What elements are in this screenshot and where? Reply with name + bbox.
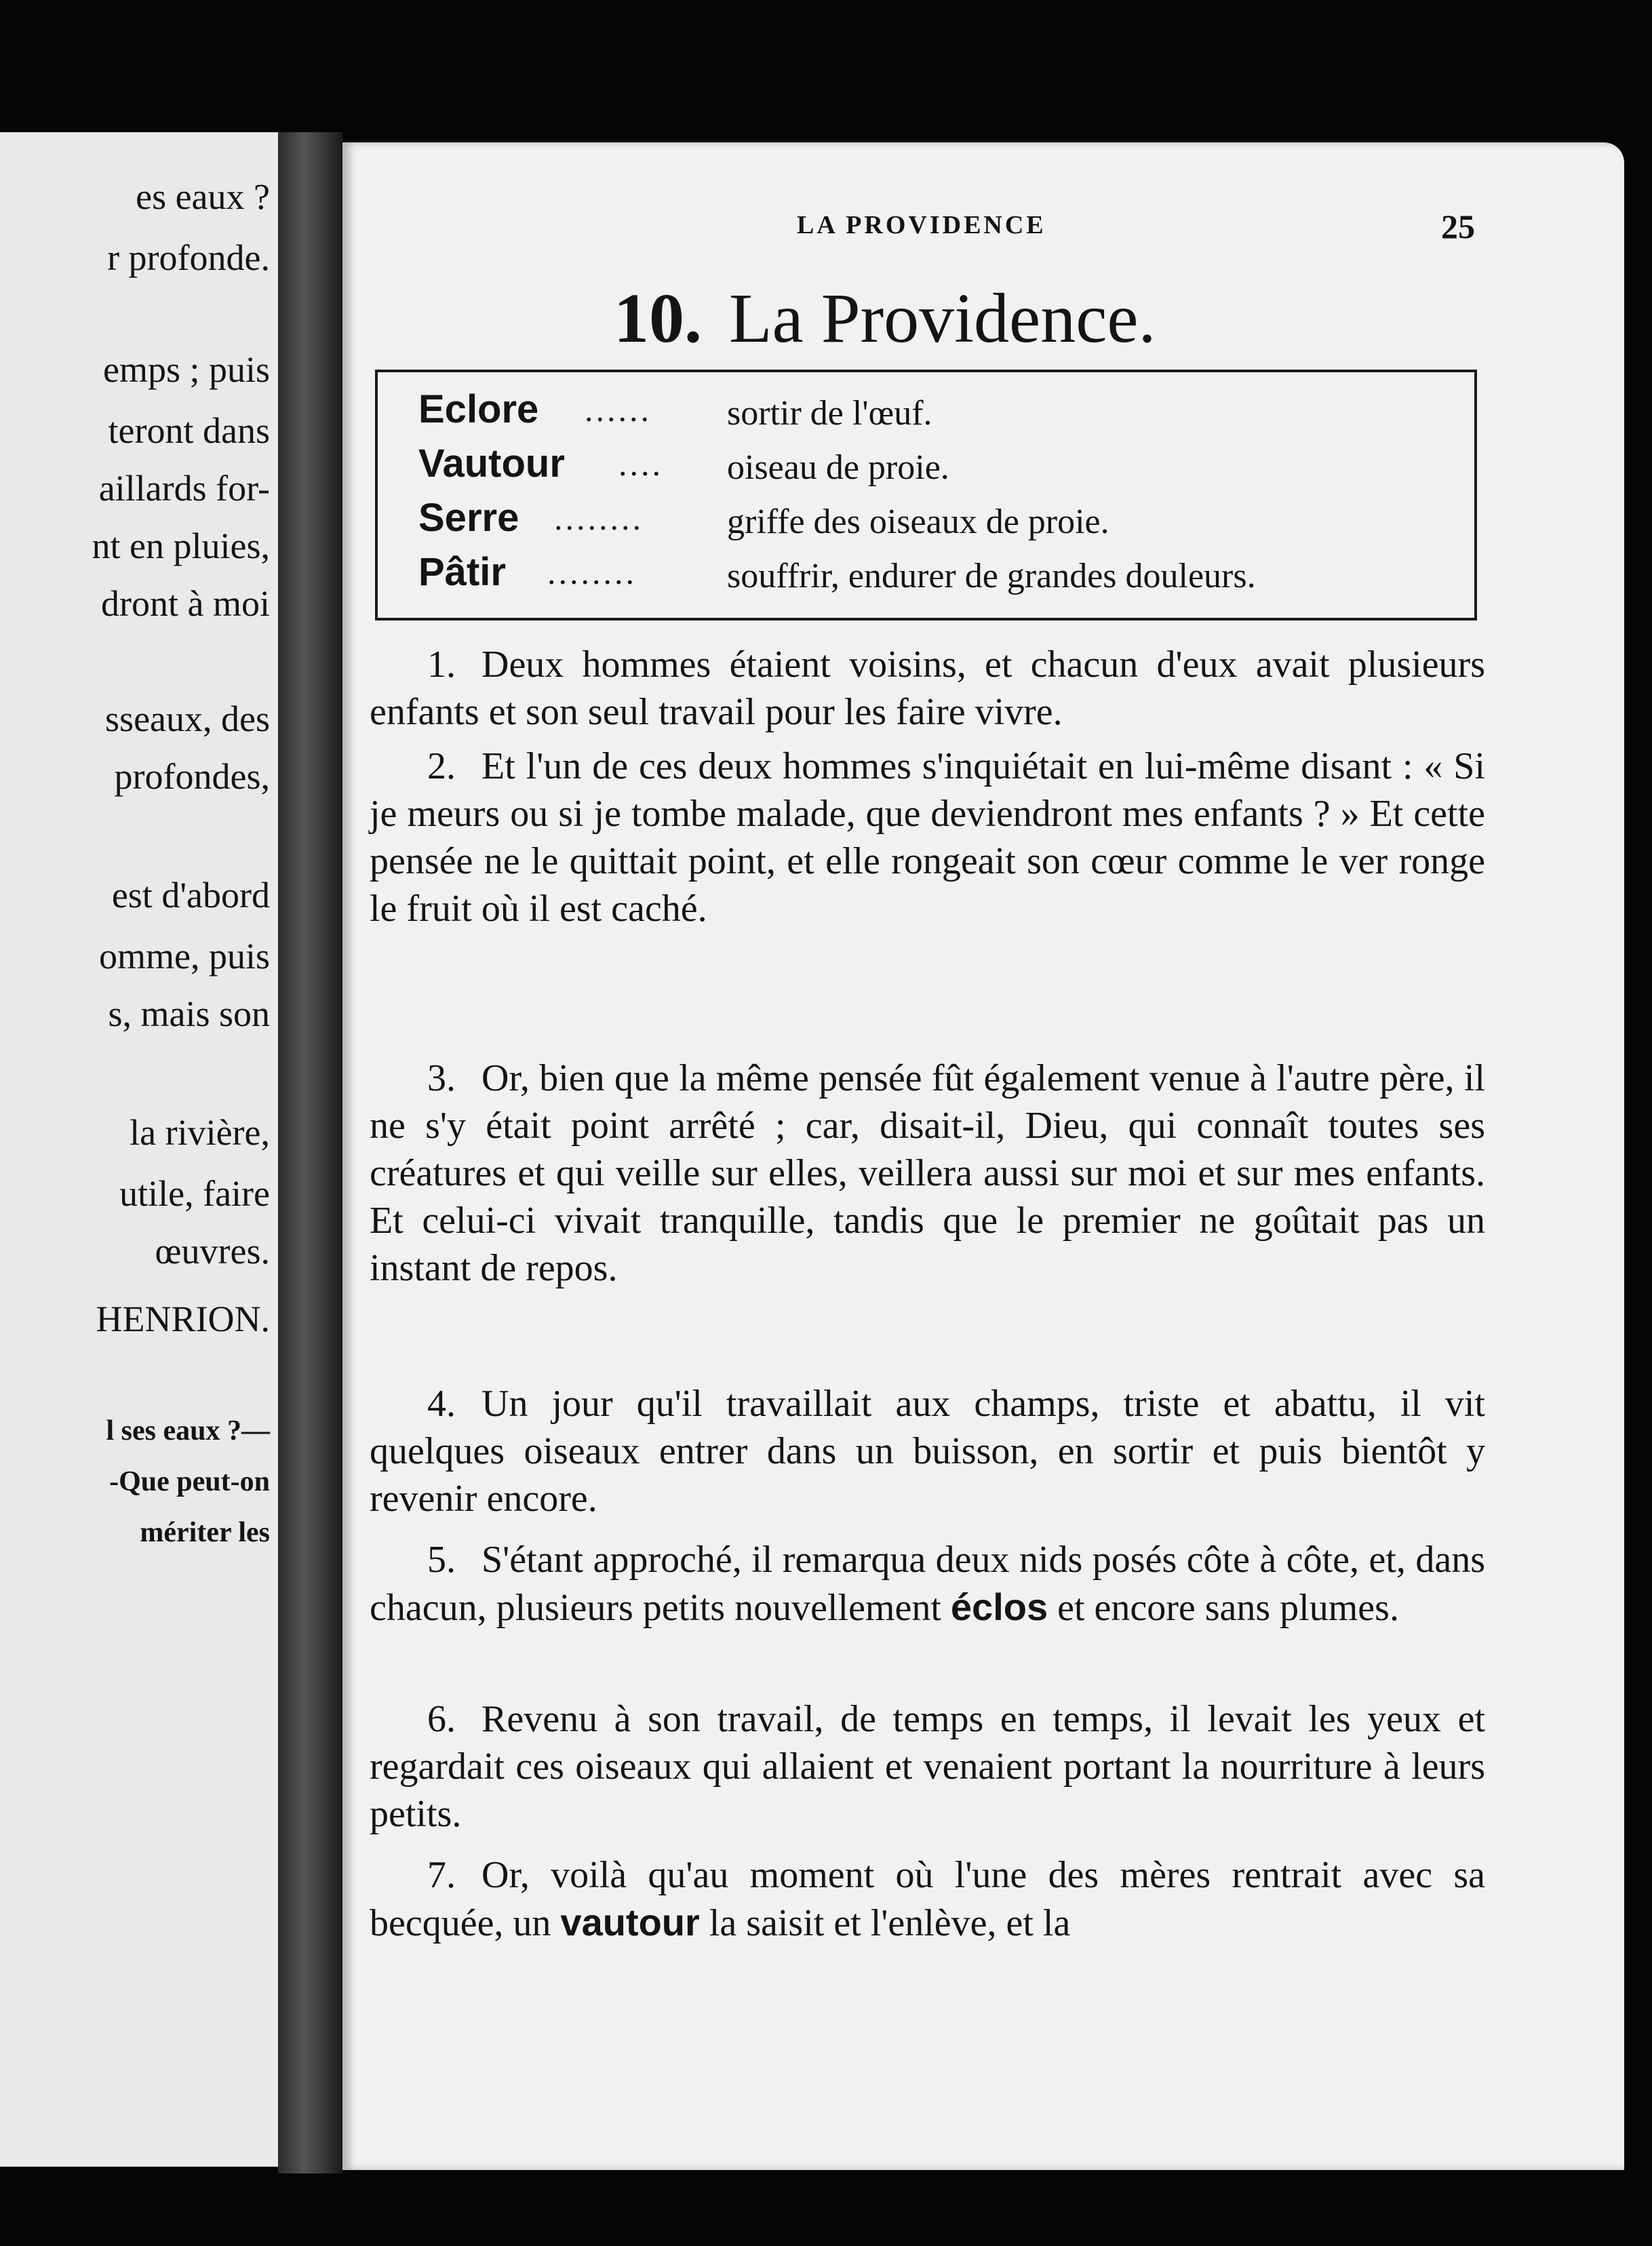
glossary-definition: griffe des oiseaux de proie. bbox=[727, 503, 1109, 541]
glossary-leader: ...... bbox=[585, 391, 652, 429]
paragraph-text: Revenu à son travail, de temps en temps, il levait les yeux et regardait ces oiseaux qui allaient et venaient portant la nourriture à leurs petits. bbox=[370, 1698, 1485, 1835]
chapter-title bbox=[614, 278, 1156, 359]
previous-page-line: omme, puis bbox=[99, 936, 270, 977]
glossary-term: Serre bbox=[418, 496, 519, 540]
paragraph-1 bbox=[370, 641, 1485, 736]
glossary-leader: .... bbox=[618, 445, 663, 483]
paragraph-number: 5. bbox=[427, 1539, 456, 1581]
previous-page-line: r profonde. bbox=[107, 237, 270, 278]
paragraph-2 bbox=[370, 743, 1485, 932]
paragraph-text-start: Or, voilà qu'au moment où l'une des mères rentrait avec sa becquée, un bbox=[370, 1854, 1485, 1944]
paragraph-text: Deux hommes étaient voisins, et chacun d'eux avait plusieurs enfants et son seul travail pour les faire vivre. bbox=[370, 644, 1485, 733]
chapter-title-text: La Providence. bbox=[729, 279, 1156, 357]
glossary-term: Pâtir bbox=[418, 550, 506, 594]
previous-page-line: dront à moi bbox=[101, 583, 270, 624]
paragraph-number: 7. bbox=[427, 1854, 456, 1896]
paragraph-5 bbox=[370, 1536, 1485, 1632]
paragraph-7 bbox=[370, 1851, 1485, 1947]
book-page bbox=[342, 142, 1624, 2170]
paragraph-number: 1. bbox=[427, 644, 456, 686]
glossary-word-eclos: éclos bbox=[950, 1585, 1048, 1628]
paragraph-number: 2. bbox=[427, 745, 456, 787]
paragraph-text-end: la saisit et l'enlève, et la bbox=[699, 1902, 1071, 1944]
previous-page-line: nt en pluies, bbox=[92, 526, 270, 566]
previous-page-question-line: l ses eaux ?— bbox=[106, 1415, 270, 1446]
glossary-definition: souffrir, endurer de grandes douleurs. bbox=[727, 557, 1256, 595]
paragraph-4 bbox=[370, 1380, 1485, 1522]
glossary-leader: ........ bbox=[547, 553, 637, 591]
previous-page-line: la rivière, bbox=[130, 1112, 270, 1153]
chapter-number: 10. bbox=[614, 279, 702, 357]
paragraph-6 bbox=[370, 1695, 1485, 1838]
previous-page-line: es eaux ? bbox=[136, 176, 270, 217]
glossary-term: Eclore bbox=[418, 387, 539, 431]
previous-page-line: profondes, bbox=[114, 756, 270, 797]
glossary-row bbox=[418, 386, 1463, 433]
previous-page-question-line: mériter les bbox=[140, 1517, 270, 1548]
paragraph-number: 4. bbox=[427, 1383, 456, 1425]
paragraph-number: 6. bbox=[427, 1698, 456, 1740]
glossary-row bbox=[418, 549, 1463, 596]
paragraph-text: Or, bien que la même pensée fût également venue à l'autre père, il ne s'y était point arrêté ; car, disait-il, Dieu, qui connaît toutes ses créatures et qui veille sur elles, veillera aussi sur moi et sur mes enfants. Et celui-ci vivait tranquille, tandis que le premier ne goûtait pas un instant de repos. bbox=[370, 1057, 1485, 1289]
previous-page bbox=[0, 132, 278, 2167]
glossary-row bbox=[418, 440, 1463, 488]
page-number: 25 bbox=[1441, 208, 1475, 245]
paragraph-text: Un jour qu'il travaillait aux champs, triste et abattu, il vit quelques oiseaux entrer dans un buisson, en sortir et puis bientôt y revenir encore. bbox=[370, 1383, 1485, 1520]
paragraph-text: Et l'un de ces deux hommes s'inquiétait en lui-même disant : « Si je meurs ou si je tombe malade, que deviendront mes enfants ? » Et cette pensée ne le quittait point, et elle rongeait son cœur comme le ver ronge le fruit où il est caché. bbox=[370, 745, 1485, 930]
previous-page-line: emps ; puis bbox=[102, 349, 270, 390]
glossary-term: Vautour bbox=[418, 441, 565, 486]
previous-page-line: est d'abord bbox=[111, 875, 270, 915]
previous-page-line: s, mais son bbox=[108, 993, 270, 1034]
glossary-row bbox=[418, 494, 1463, 542]
previous-page-line: aillards for- bbox=[98, 468, 270, 509]
previous-page-line: sseaux, des bbox=[105, 698, 270, 739]
previous-page-line: teront dans bbox=[108, 410, 270, 451]
previous-page-line: œuvres. bbox=[155, 1231, 270, 1272]
paragraph-3 bbox=[370, 1055, 1485, 1292]
glossary-box bbox=[375, 370, 1477, 620]
glossary-definition: sortir de l'œuf. bbox=[727, 394, 932, 433]
previous-page-question-line: -Que peut-on bbox=[109, 1466, 270, 1497]
glossary-leader: ........ bbox=[554, 499, 644, 537]
glossary-definition: oiseau de proie. bbox=[727, 448, 949, 487]
paragraph-text-end: et encore sans plumes. bbox=[1048, 1587, 1399, 1629]
running-head: LA PROVIDENCE bbox=[797, 211, 1046, 239]
glossary-word-vautour: vautour bbox=[560, 1901, 700, 1944]
previous-page-line: HENRION. bbox=[96, 1299, 270, 1339]
previous-page-line: utile, faire bbox=[119, 1173, 270, 1214]
paragraph-text-start: S'étant approché, il remarqua deux nids posés côte à côte, et, dans chacun, plusieurs petits nouvellement bbox=[370, 1539, 1485, 1629]
paragraph-number: 3. bbox=[427, 1057, 456, 1099]
book-gutter bbox=[278, 132, 342, 2173]
